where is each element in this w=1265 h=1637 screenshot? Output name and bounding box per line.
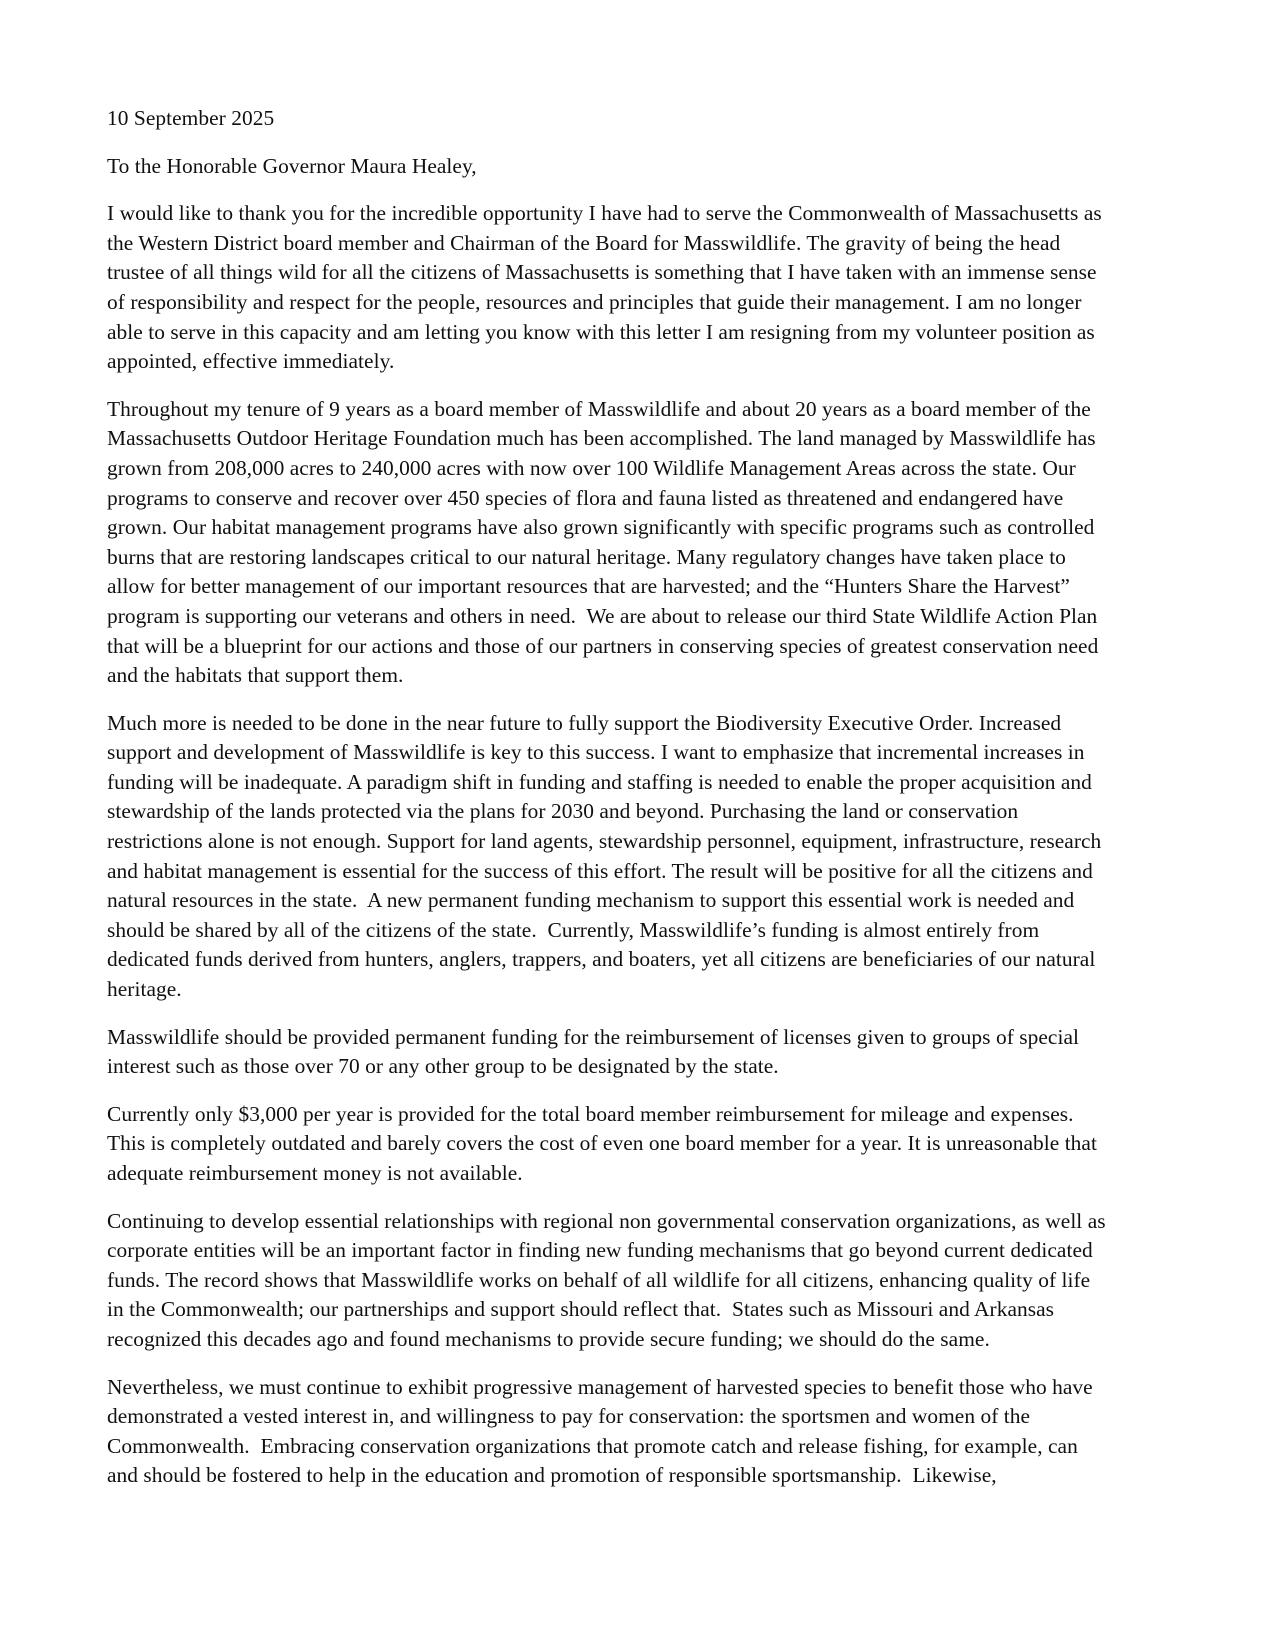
letter-paragraph-1: I would like to thank you for the incredible opportunity I have had to serve the Commonwealth of Massachusetts as the Western District board member and Chairman of the Board for Masswildlife. The gravity of being the head trustee of all things wild for all the citizens of Massachusetts is something that I have taken with an immense sense of responsibility and respect for the people, resources and principles that guide their management. I am no longer able to serve in this capacity and am letting you know with this letter I am resigning from my volunteer position as appointed, effective immediately. [107, 201, 1108, 374]
letter-paragraph-5: Currently only $3,000 per year is provided for the total board member reimbursement for mileage and expenses. This is completely outdated and barely covers the cost of even one board member for a year. It is unreasonable that adequate reimbursement money is not available. [107, 1101, 1103, 1185]
letter-date: 10 September 2025 [107, 106, 275, 130]
letter-paragraph-6: Continuing to develop essential relationships with regional non governmental conservation organizations, as well as corporate entities will be an important factor in finding new funding mechanisms that go beyond current dedicated funds. The record shows that Masswildlife works on behalf of all wildlife for all citizens, enhancing quality of life in the Commonwealth; our partnerships and support should reflect that. States such as Missouri and Arkansas recognized this decades ago and found mechanisms to provide secure funding; we should do the same. [107, 1208, 1112, 1351]
letter-paragraph-3: Much more is needed to be done in the near future to fully support the Biodiversity Executive Order. Increased support and development of Masswildlife is key to this success. I want to emphasize that incremental increases in funding will be inadequate. A paradigm shift in funding and staffing is needed to enable the proper acquisition and stewardship of the lands protected via the plans for 2030 and beyond. Purchasing the land or conservation restrictions alone is not enough. Support for land agents, stewardship personnel, equipment, infrastructure, research and habitat management is essential for the success of this effort. The result will be positive for all the citizens and natural resources in the state. A new permanent funding mechanism to support this essential work is needed and should be shared by all of the citizens of the state. Currently, Masswildlife’s funding is almost entirely from dedicated funds derived from hunters, anglers, trappers, and boaters, yet all citizens are beneficiaries of our natural heritage. [107, 710, 1107, 1002]
letter-paragraph-7: Nevertheless, we must continue to exhibit progressive management of harvested species to benefit those who have demonstrated a vested interest in, and willingness to pay for conservation: the sportsmen and women of the Commonwealth. Embracing conservation organizations that promote catch and release fishing, for example, can and should be fostered to help in the education and promotion of responsible sportsmanship. Likewise, [107, 1374, 1099, 1488]
letter-paragraph-2: Throughout my tenure of 9 years as a board member of Masswildlife and about 20 years as a board member of the Massachusetts Outdoor Heritage Foundation much has been accomplished. The land managed by Masswildlife has grown from 208,000 acres to 240,000 acres with now over 100 Wildlife Management Areas across the state. Our programs to conserve and recover over 450 species of flora and fauna listed as threatened and endangered have grown. Our habitat management programs have also grown significantly with specific programs such as controlled burns that are restoring landscapes critical to our natural heritage. Many regulatory changes have taken place to allow for better management of our important resources that are harvested; and the “Hunters Share the Harvest” program is supporting our veterans and others in need. We are about to release our third State Wildlife Action Plan that will be a blueprint for our actions and those of our partners in conserving species of greatest conservation need and the habitats that support them. [107, 396, 1104, 688]
letter-body [107, 104, 1112, 1491]
letter-salutation: To the Honorable Governor Maura Healey, [107, 153, 477, 178]
letter-paragraph-4: Masswildlife should be provided permanent funding for the reimbursement of licenses given to groups of special interest such as those over 70 or any other group to be designated by the state. [107, 1024, 1085, 1079]
